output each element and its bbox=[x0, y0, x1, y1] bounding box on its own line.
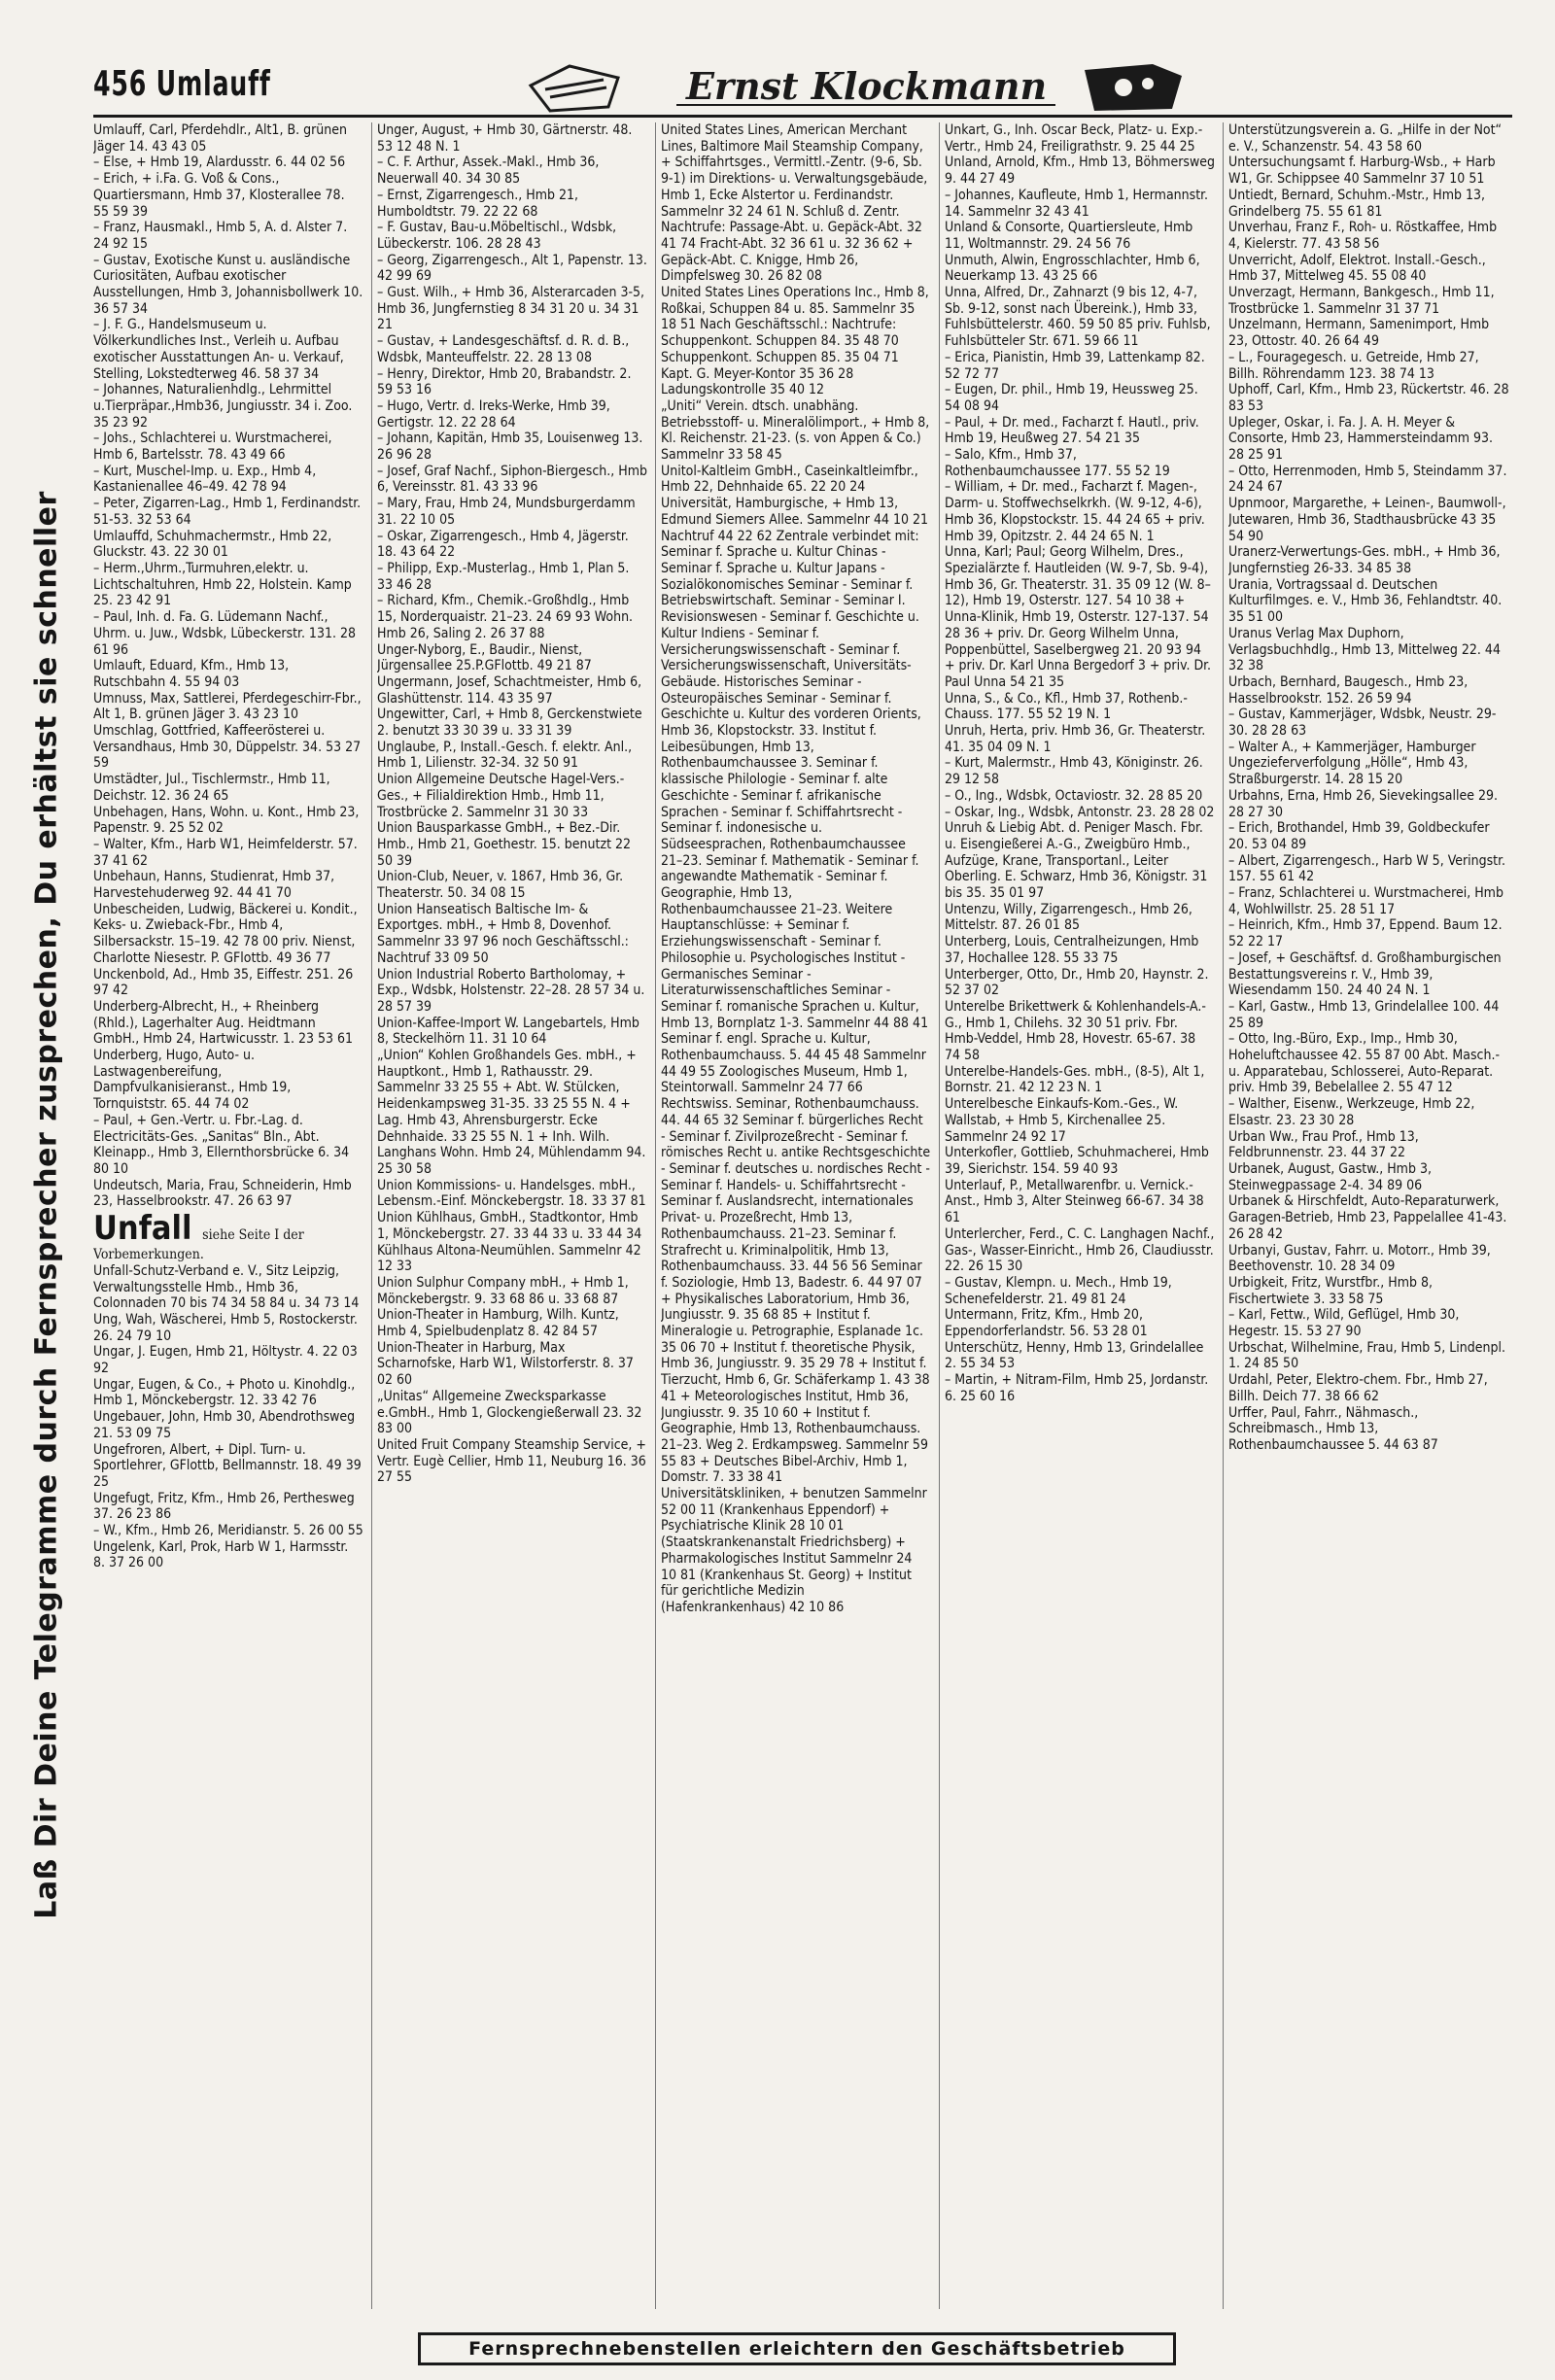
directory-entry: Upnmoor, Margarethe, + Leinen-, Baumwoll-, Jutewaren, Hmb 36, Stadthausbrücke 43 35 54 90 bbox=[1228, 496, 1506, 544]
directory-entry: Untiedt, Bernard, Schuhm.-Mstr., Hmb 13, Grindelberg 75. 55 61 81 bbox=[1228, 187, 1485, 220]
directory-entry: – Franz, Schlachterei u. Wurstmacherei, Hmb 4, Wohlwillstr. 25. 28 51 17 bbox=[1228, 885, 1503, 917]
klockmann-logo bbox=[511, 56, 1192, 117]
directory-entry: – Philipp, Exp.-Musterlag., Hmb 1, Plan 5. 33 46 28 bbox=[377, 560, 630, 593]
directory-entry: – F. Gustav, Bau-u.Möbeltischl., Wdsbk, Lübeckerstr. 106. 28 28 43 bbox=[377, 220, 617, 252]
directory-entry: – Oskar, Ing., Wdsbk, Antonstr. 23. 28 28 02 bbox=[945, 804, 1215, 820]
directory-entry: Urbanyi, Gustav, Fahrr. u. Motorr., Hmb 39, Beethovenstr. 10. 28 34 09 bbox=[1228, 1242, 1491, 1275]
column-1 bbox=[93, 122, 363, 2309]
directory-entry: – Herm.,Uhrm.,Turmuhren,elektr. u. Lichtschaltuhren, Hmb 22, Holstein. Kamp 25. 23 42 91 bbox=[93, 560, 352, 609]
column-5 bbox=[1228, 122, 1512, 2309]
column-divider bbox=[1223, 122, 1224, 2309]
directory-entry: – Mary, Frau, Hmb 24, Mundsburgerdamm 31. 22 10 05 bbox=[377, 496, 636, 528]
directory-entry: Urbanek & Hirschfeldt, Auto-Reparaturwerk, Garagen-Betrieb, Hmb 23, Pappelallee 41-43. 26 28 42 bbox=[1228, 1193, 1507, 1242]
directory-entry: – Richard, Kfm., Chemik.-Großhdlg., Hmb 15, Norderquaistr. 21–23. 24 69 93 Wohn. Hmb 26, Saling 2. 26 37 88 bbox=[377, 593, 634, 641]
directory-entry: – Oskar, Zigarrengesch., Hmb 4, Jägerstr. 18. 43 64 22 bbox=[377, 528, 629, 561]
column-divider bbox=[371, 122, 372, 2309]
directory-entry: Upleger, Oskar, i. Fa. J. A. H. Meyer & Consorte, Hmb 23, Hammersteindamm 93. 28 25 91 bbox=[1228, 414, 1494, 464]
logo-text: Ernst Klockmann bbox=[686, 64, 1048, 108]
directory-entry: Unterkofler, Gottlieb, Schuhmacherei, Hmb 39, Sierichstr. 154. 59 40 93 bbox=[945, 1145, 1209, 1177]
directory-entry: „Uniti“ Verein. dtsch. unabhäng. Betriebsstoff- u. Mineralölimport., + Hmb 8, Kl. Reichenstr. 21-23. (s. von Appen & Co.) Sammelnr 33 58 45 bbox=[661, 397, 930, 464]
directory-entry: Union Kühlhaus, GmbH., Stadtkontor, Hmb 1, Mönckebergstr. 27. 33 44 33 u. 33 44 34 Kühlhaus Altona-Neumühlen. Sammelnr 42 12 33 bbox=[377, 1210, 642, 1275]
directory-entry: – Franz, Hausmakl., Hmb 5, A. d. Alster 7. 24 92 15 bbox=[93, 220, 348, 252]
directory-entry: – Henry, Direktor, Hmb 20, Brabandstr. 2. 59 53 16 bbox=[377, 365, 632, 398]
directory-columns bbox=[93, 122, 1512, 2309]
directory-entry: Union Industrial Roberto Bartholomay, + Exp., Wdsbk, Holstenstr. 22–28. 28 57 34 u. 28 57 39 bbox=[377, 966, 645, 1015]
column-divider bbox=[655, 122, 656, 2309]
directory-entry: Union Sulphur Company mbH., + Hmb 1, Mönckebergstr. 9. 33 68 86 u. 33 68 87 bbox=[377, 1274, 629, 1307]
directory-entry: Unmuth, Alwin, Engrosschlachter, Hmb 6, Neuerkamp 13. 43 25 66 bbox=[945, 252, 1200, 285]
directory-entry: – Walther, Eisenw., Werkzeuge, Hmb 22, Elsastr. 23. 23 30 28 bbox=[1228, 1096, 1475, 1128]
directory-entry: United Fruit Company Steamship Service, + Vertr. Eugè Cellier, Hmb 11, Neuburg 16. 36 27 55 bbox=[377, 1436, 646, 1486]
directory-entry: Unterschütz, Henny, Hmb 13, Grindelallee 2. 55 34 53 bbox=[945, 1339, 1204, 1372]
directory-entry: Umschlag, Gottfried, Kaffeerösterei u. Versandhaus, Hmb 30, Düppelstr. 34. 53 27 59 bbox=[93, 723, 362, 772]
directory-entry: – Gustav, Exotische Kunst u. ausländische Curiositäten, Aufbau exotischer Ausstellungen, Hmb 3, Johannisbollwerk 10. 36 57 34 bbox=[93, 252, 363, 317]
directory-entry: Ungebauer, John, Hmb 30, Abendrothsweg 21. 53 09 75 bbox=[93, 1409, 356, 1441]
directory-entry: Unfall-Schutz-Verband e. V., Sitz Leipzig, Verwaltungsstelle Hmb., Hmb 36, Colonnaden 70 bis 74 34 58 84 u. 34 73 14 bbox=[93, 1262, 360, 1312]
directory-entry: Unland, Arnold, Kfm., Hmb 13, Böhmersweg 9. 44 27 49 bbox=[945, 155, 1215, 188]
directory-entry: Undeutsch, Maria, Frau, Schneiderin, Hmb 23, Hasselbrookstr. 47. 26 63 97 bbox=[93, 1177, 352, 1210]
directory-entry: Urban Ww., Frau Prof., Hmb 13, Feldbrunnenstr. 23. 44 37 22 bbox=[1228, 1128, 1419, 1161]
directory-entry: Umstädter, Jul., Tischlermstr., Hmb 11, Deichstr. 12. 36 24 65 bbox=[93, 772, 330, 804]
directory-entry: Ungar, J. Eugen, Hmb 21, Höltystr. 4. 22 03 92 bbox=[93, 1344, 358, 1377]
directory-entry: – Johannes, Kaufleute, Hmb 1, Hermannstr. 14. Sammelnr 32 43 41 bbox=[945, 187, 1209, 220]
directory-entry: Unterlercher, Ferd., C. C. Langhagen Nachf., Gas-, Wasser-Einricht., Hmb 26, Claudiusstr. 22. 26 15 30 bbox=[945, 1225, 1215, 1275]
directory-entry: – Else, + Hmb 19, Alardusstr. 6. 44 02 56 bbox=[93, 155, 346, 171]
directory-entry: Unterlauf, P., Metallwarenfbr. u. Vernick.-Anst., Hmb 3, Alter Steinweg 66-67. 34 38 61 bbox=[945, 1177, 1204, 1226]
side-slogan bbox=[17, 418, 76, 1992]
directory-entry: Untersuchungsamt f. Harburg-Wsb., + Harb W1, Gr. Schippsee 40 Sammelnr 37 10 51 bbox=[1228, 155, 1496, 188]
directory-entry: Unland & Consorte, Quartiersleute, Hmb 11, Woltmannstr. 29. 24 56 76 bbox=[945, 220, 1193, 252]
directory-entry: Unglaube, P., Install.-Gesch. f. elektr. Anl., Hmb 1, Lilienstr. 32-34. 32 50 91 bbox=[377, 739, 633, 772]
directory-entry: – Johannes, Naturalienhdlg., Lehrmittel u.Tierpräpar.,Hmb36, Jungiusstr. 34 i. Zoo. 35 23 92 bbox=[93, 382, 353, 431]
entry-text: siehe Seite I der Vorbemerkungen. bbox=[93, 1227, 304, 1263]
directory-entry: – Josef, + Geschäftsf. d. Großhamburgischen Bestattungsvereins r. V., Hmb 39, Wiesendamm 150. 24 40 24 N. 1 bbox=[1228, 949, 1502, 999]
directory-entry: Untenzu, Willy, Zigarrengesch., Hmb 26, Mittelstr. 87. 26 01 85 bbox=[945, 901, 1192, 934]
directory-entry: – J. F. G., Handelsmuseum u. Völkerkundliches Inst., Verleih u. Aufbau exotischer Ausstattungen An- u. Verkauf, Stelling, Lokstedterweg 46. 58 37 34 bbox=[93, 317, 344, 382]
directory-entry: – Paul, + Gen.-Vertr. u. Fbr.-Lag. d. Electricitäts-Ges. „Sanitas“ Bln., Abt. Kleinapp., Hmb 3, Ellernthorsbrücke 6. 34 80 10 bbox=[93, 1112, 350, 1177]
directory-entry: – Georg, Zigarrengesch., Alt 1, Papenstr. 13. 42 99 69 bbox=[377, 252, 647, 285]
directory-entry: Urbschat, Wilhelmine, Frau, Hmb 5, Lindenpl. 1. 24 85 50 bbox=[1228, 1339, 1505, 1372]
header-rule bbox=[93, 115, 1512, 118]
directory-entry: Unna, S., & Co., Kfl., Hmb 37, Rothenb.-Chauss. 177. 55 52 19 N. 1 bbox=[945, 690, 1188, 723]
directory-entry: – Johs., Schlachterei u. Wurstmacherei, Hmb 6, Bartelsstr. 78. 43 49 66 bbox=[93, 431, 332, 464]
column-2 bbox=[377, 122, 647, 2309]
directory-entry: Umlauft, Eduard, Kfm., Hmb 13, Rutschbahn 4. 55 94 03 bbox=[93, 658, 290, 690]
directory-entry: Ungermann, Josef, Schachtmeister, Hmb 6, Glashüttenstr. 114. 43 35 97 bbox=[377, 673, 642, 707]
directory-entry: Union-Theater in Hamburg, Wilh. Kuntz, Hmb 4, Spielbudenplatz 8. 42 84 57 bbox=[377, 1307, 619, 1340]
directory-entry: Unbescheiden, Ludwig, Bäckerei u. Kondit., Keks- u. Zwieback-Fbr., Hmb 4, Silbersackstr. 15–19. 42 78 00 priv. Nienst, Charlotte Niesestr. P. GFlottb. 49 36 77 bbox=[93, 901, 358, 966]
column-divider bbox=[939, 122, 940, 2309]
directory-entry: – Erich, + i.Fa. G. Voß & Cons., Quartiersmann, Hmb 37, Klosterallee 78. 55 59 39 bbox=[93, 171, 345, 220]
directory-entry: Unterelbesche Einkaufs-Kom.-Ges., W. Wallstab, + Hmb 5, Kirchenallee 25. Sammelnr 24 92 17 bbox=[945, 1096, 1179, 1145]
directory-entry: – Gustav, Klempn. u. Mech., Hmb 19, Schenefelderstr. 21. 49 81 24 bbox=[945, 1274, 1172, 1307]
directory-entry: Unruh & Liebig Abt. d. Peniger Masch. Fbr. u. Eisengießerei A.-G., Zweigbüro Hmb., Aufzüge, Krane, Transportanl., Leiter Oberling. E. Schwarz, Hmb 36, Königstr. 31 bis 35. 35 01 97 bbox=[945, 820, 1208, 902]
directory-entry: – Kurt, Malermstr., Hmb 43, Königinstr. 26. 29 12 58 bbox=[945, 755, 1203, 788]
directory-entry: Union-Club, Neuer, v. 1867, Hmb 36, Gr. Theaterstr. 50. 34 08 15 bbox=[377, 869, 624, 902]
directory-entry: Union Bausparkasse GmbH., + Bez.-Dir. Hmb., Hmb 21, Goethestr. 15. benutzt 22 50 39 bbox=[377, 820, 632, 869]
section-heading: Unfall bbox=[93, 1209, 203, 1249]
directory-entry: Unterelbe-Handels-Ges. mbH., (8-5), Alt 1, Bornstr. 21. 42 12 23 N. 1 bbox=[945, 1063, 1205, 1096]
directory-entry bbox=[93, 1210, 363, 1263]
directory-entry: „Unitas“ Allgemeine Zwecksparkasse e.GmbH., Hmb 1, Glockengießerwall 23. 32 83 00 bbox=[377, 1388, 642, 1437]
directory-entry: Union Hanseatisch Baltische Im- & Exportges. mbH., + Hmb 8, Dovenhof. Sammelnr 33 97 96 noch Geschäftsschl.: Nachtruf 33 09 50 bbox=[377, 901, 629, 966]
directory-entry: Ungelenk, Karl, Prok, Harb W 1, Harmsstr. 8. 37 26 00 bbox=[93, 1538, 349, 1571]
directory-entry: – W., Kfm., Hmb 26, Meridianstr. 5. 26 00 55 bbox=[93, 1523, 363, 1539]
directory-entry: – Gustav, + Landesgeschäftsf. d. R. d. B., Wdsbk, Manteuffelstr. 22. 28 13 08 bbox=[377, 333, 630, 365]
directory-entry: Unna, Karl; Paul; Georg Wilhelm, Dres., Spezialärzte f. Hautleiden (W. 9-7, Sb. 9-4), Hmb 36, Gr. Theaterstr. 31. 35 09 12 (W. 8–12), Hmb 19, Osterstr. 127. 54 10 38 + Unna-Klinik, Hmb 19, Osterstr. 127-137. 54 28 36 + priv. Dr. Georg Wilhelm Unna, Poppenbüttel, Saselbergweg 21. 20 93 94 + priv. Dr. Karl Unna Bergedorf 3 + priv. Dr. Paul Unna 54 21 35 bbox=[945, 544, 1212, 690]
directory-entry: Unverhau, Franz F., Roh- u. Röstkaffee, Hmb 4, Kielerstr. 77. 43 58 56 bbox=[1228, 220, 1498, 252]
directory-entry: Ungewitter, Carl, + Hmb 8, Gerckenstwiete 2. benutzt 33 30 39 u. 33 31 39 bbox=[377, 707, 642, 740]
directory-entry: Unruh, Herta, priv. Hmb 36, Gr. Theaterstr. 41. 35 04 09 N. 1 bbox=[945, 723, 1206, 755]
footer-text: Fernsprechnebenstellen erleichtern den Geschäftsbetrieb bbox=[468, 2338, 1125, 2360]
column-4 bbox=[945, 122, 1215, 2309]
directory-entry: Union-Theater in Harburg, Max Scharnofske, Harb W1, Wilstorferstr. 8. 37 02 60 bbox=[377, 1339, 634, 1389]
directory-entry: Ungar, Eugen, & Co., + Photo u. Kinohdlg., Hmb 1, Mönckebergstr. 12. 33 42 76 bbox=[93, 1376, 356, 1409]
directory-entry: – L., Fouragegesch. u. Getreide, Hmb 27, Billh. Röhrendamm 123. 38 74 13 bbox=[1228, 349, 1479, 382]
directory-entry: – Hugo, Vertr. d. Ireks-Werke, Hmb 39, Gertigstr. 12. 22 28 64 bbox=[377, 397, 610, 431]
directory-entry: Urbach, Bernhard, Baugesch., Hmb 23, Hasselbrookstr. 152. 26 59 94 bbox=[1228, 673, 1469, 707]
directory-entry: Unverzagt, Hermann, Bankgesch., Hmb 11, Trostbrücke 1. Sammelnr 31 37 71 bbox=[1228, 285, 1495, 317]
directory-entry: – Otto, Herrenmoden, Hmb 5, Steindamm 37. 24 24 67 bbox=[1228, 463, 1507, 496]
directory-entry: Unkart, G., Inh. Oscar Beck, Platz- u. Exp.-Vertr., Hmb 24, Freiligrathstr. 9. 25 44 25 bbox=[945, 122, 1203, 155]
directory-entry: – Erich, Brothandel, Hmb 39, Goldbeckufer 20. 53 04 89 bbox=[1228, 820, 1490, 852]
directory-entry: Unbehaun, Hanns, Studienrat, Hmb 37, Harvestehuderweg 92. 44 41 70 bbox=[93, 869, 335, 902]
directory-entry: Unterelbe Brikettwerk & Kohlenhandels-A.-G., Hmb 1, Chilehs. 32 30 51 priv. Fbr. Hmb-Veddel, Hmb 28, Hovestr. 65-67. 38 74 58 bbox=[945, 998, 1206, 1064]
directory-entry: Underberg, Hugo, Auto- u. Lastwagenbereifung, Dampfvulkanisieranst., Hmb 19, Tornquiststr. 65. 44 74 02 bbox=[93, 1048, 292, 1113]
directory-entry: – Walter A., + Kammerjäger, Hamburger Ungezieferverfolgung „Hölle“, Hmb 43, Straßburgerstr. 14. 28 15 20 bbox=[1228, 739, 1476, 788]
directory-entry: – Kurt, Muschel-Imp. u. Exp., Hmb 4, Kastanienallee 46–49. 42 78 94 bbox=[93, 463, 317, 496]
directory-entry: Uranus Verlag Max Duphorn, Verlagsbuchhdlg., Hmb 13, Mittelweg 22. 44 32 38 bbox=[1228, 625, 1501, 674]
directory-entry: Union Allgemeine Deutsche Hagel-Vers.-Ges., + Filialdirektion Hmb., Hmb 11, Trostbrücke 2. Sammelnr 31 30 33 bbox=[377, 772, 625, 820]
directory-entry: Unckenbold, Ad., Hmb 35, Eiffestr. 251. 26 97 42 bbox=[93, 966, 354, 999]
directory-entry: – Karl, Gastw., Hmb 13, Grindelallee 100. 44 25 89 bbox=[1228, 998, 1500, 1031]
directory-entry: – Peter, Zigarren-Lag., Hmb 1, Ferdinandstr. 51-53. 32 53 64 bbox=[93, 496, 362, 528]
directory-entry: – Erica, Pianistin, Hmb 39, Lattenkamp 82. 52 72 77 bbox=[945, 349, 1205, 382]
directory-entry: – Paul, Inh. d. Fa. G. Lüdemann Nachf., Uhrm. u. Juw., Wdsbk, Lübeckerstr. 131. 28 61 96 bbox=[93, 609, 356, 658]
directory-entry: Untermann, Fritz, Kfm., Hmb 20, Eppendorferlandstr. 56. 53 28 01 bbox=[945, 1307, 1148, 1340]
directory-entry: – Gust. Wilh., + Hmb 36, Alsterarcaden 3-5, Hmb 36, Jungfernstieg 8 34 31 20 u. 34 31 21 bbox=[377, 285, 645, 333]
directory-entry: – William, + Dr. med., Facharzt f. Magen-, Darm- u. Stoffwechselkrkh. (W. 9-12, 4-6), Hmb 36, Klopstockstr. 15. 44 24 65 + priv. Hmb 39, Opitzstr. 2. 44 24 65 N. 1 bbox=[945, 479, 1205, 544]
directory-entry: „Union“ Kohlen Großhandels Ges. mbH., + Hauptkont., Hmb 1, Rathausstr. 29. Sammelnr 33 25 55 + Abt. W. Stülcken, Heidenkampsweg 31-35. 33 25 55 N. 4 + Lag. Hmb 43, Ahrensburgerstr. Ecke Dehnhaide. 33 25 55 N. 1 + Inh. Wilh. Langhans Wohn. Hmb 24, Mühlendamm 94. 25 30 58 bbox=[377, 1048, 646, 1177]
directory-entry: Urania, Vortragssaal d. Deutschen Kulturfilmges. e. V., Hmb 36, Fehlandtstr. 40. 35 51 00 bbox=[1228, 576, 1503, 626]
directory-entry: United States Lines Operations Inc., Hmb 8, Roßkai, Schuppen 84 u. 85. Sammelnr 35 18 51 Nach Geschäftsschl.: Nachtrufe: Schuppenkont. Schuppen 84. 35 48 70 Schuppenkont. Schuppen 85. 35 04 71 Kapt. G. Meyer-Kontor 35 36 28 Ladungskontrolle 35 40 12 bbox=[661, 285, 929, 398]
directory-entry: Unterstützungsverein a. G. „Hilfe in der Not“ e. V., Schanzenstr. 54. 43 58 60 bbox=[1228, 122, 1503, 155]
directory-entry: Ungefroren, Albert, + Dipl. Turn- u. Sportlehrer, GFlottb, Bellmannstr. 18. 49 39 25 bbox=[93, 1441, 362, 1490]
directory-entry: – Paul, + Dr. med., Facharzt f. Hautl., priv. Hmb 19, Heußweg 27. 54 21 35 bbox=[945, 414, 1199, 447]
directory-entry: – Albert, Zigarrengesch., Harb W 5, Veringstr. 157. 55 61 42 bbox=[1228, 852, 1506, 885]
directory-entry: Unterberg, Louis, Centralheizungen, Hmb 37, Hochallee 128. 55 33 75 bbox=[945, 934, 1199, 966]
directory-entry: – Otto, Ing.-Büro, Exp., Imp., Hmb 30, Hoheluftchaussee 42. 55 87 00 Abt. Masch.- u. Apparatebau, Schlosserei, Auto-Reparat. priv. Hmb 39, Bebelallee 2. 55 47 12 bbox=[1228, 1031, 1500, 1096]
directory-entry: Unzelmann, Hermann, Samenimport, Hmb 23, Ottostr. 40. 26 64 49 bbox=[1228, 317, 1490, 350]
directory-entry: – Heinrich, Kfm., Hmb 37, Eppend. Baum 12. 52 22 17 bbox=[1228, 917, 1503, 950]
directory-entry: Umlauff, Carl, Pferdehdlr., Alt1, B. grünen Jäger 14. 43 43 05 bbox=[93, 122, 347, 155]
directory-entry: Union-Kaffee-Import W. Langebartels, Hmb 8, Steckelhörn 11. 31 10 64 bbox=[377, 1015, 639, 1048]
column-3 bbox=[661, 122, 931, 2309]
directory-entry: – C. F. Arthur, Assek.-Makl., Hmb 36, Neuerwall 40. 34 30 85 bbox=[377, 155, 600, 188]
footer-banner bbox=[418, 2332, 1176, 2365]
directory-entry: Urffer, Paul, Fahrr., Nähmasch., Schreibmasch., Hmb 13, Rothenbaumchaussee 5. 44 63 87 bbox=[1228, 1404, 1438, 1453]
directory-entry: United States Lines, American Merchant Lines, Baltimore Mail Steamship Company, + Schiffahrtsges., Vermittl.-Zentr. (9-6, Sb. 9-1) im Direktions- u. Verwaltungsgebäude, Hmb 1, Ecke Alstertor u. Ferdinandstr. Sammelnr 32 24 61 N. Schluß d. Zentr. Nachtrufe: Passage-Abt. u. Gepäck-Abt. 32 41 74 Fracht-Abt. 32 36 61 u. 32 36 62 + Gepäck-Abt. C. Knigge, Hmb 26, Dimpfelsweg 30. 26 82 08 bbox=[661, 122, 928, 285]
directory-entry: Ung, Wah, Wäscherei, Hmb 5, Rostockerstr. 26. 24 79 10 bbox=[93, 1311, 358, 1344]
directory-entry: Unitol-Kaltleim GmbH., Caseinkaltleimfbr., Hmb 22, Dehnhaide 65. 22 20 24 bbox=[661, 463, 918, 496]
directory-entry: Unverricht, Adolf, Elektrot. Install.-Gesch., Hmb 37, Mittelweg 45. 55 08 40 bbox=[1228, 252, 1486, 285]
directory-entry: – Johann, Kapitän, Hmb 35, Louisenweg 13. 26 96 28 bbox=[377, 431, 643, 464]
page-header bbox=[93, 56, 1512, 117]
directory-entry: Umnuss, Max, Sattlerei, Pferdegeschirr-Fbr., Alt 1, B. grünen Jäger 3. 43 23 10 bbox=[93, 690, 362, 723]
directory-entry: – Walter, Kfm., Harb W1, Heimfelderstr. 57. 37 41 62 bbox=[93, 836, 358, 869]
directory-entry: Urbahns, Erna, Hmb 26, Sievekingsallee 29. 28 27 30 bbox=[1228, 787, 1499, 820]
directory-entry: – Josef, Graf Nachf., Siphon-Biergesch., Hmb 6, Vereinsstr. 81. 43 33 96 bbox=[377, 463, 647, 496]
directory-entry: Unbehagen, Hans, Wohn. u. Kont., Hmb 23, Papenstr. 9. 25 52 02 bbox=[93, 804, 360, 837]
directory-entry: – Eugen, Dr. phil., Hmb 19, Heussweg 25. 54 08 94 bbox=[945, 382, 1198, 414]
directory-entry: Urdahl, Peter, Elektro-chem. Fbr., Hmb 27, Billh. Deich 77. 38 66 62 bbox=[1228, 1372, 1488, 1404]
directory-entry: Unger, August, + Hmb 30, Gärtnerstr. 48. 53 12 48 N. 1 bbox=[377, 122, 633, 155]
directory-entry: Unterberger, Otto, Dr., Hmb 20, Haynstr. 2. 52 37 02 bbox=[945, 966, 1209, 999]
page-number: 456 Umlauff bbox=[93, 64, 271, 104]
directory-entry: – Salo, Kfm., Hmb 37, Rothenbaumchaussee 177. 55 52 19 bbox=[945, 447, 1170, 479]
directory-entry: Urbigkeit, Fritz, Wurstfbr., Hmb 8, Fischertwiete 3. 33 58 75 bbox=[1228, 1274, 1433, 1307]
directory-entry: Unna, Alfred, Dr., Zahnarzt (9 bis 12, 4-7, Sb. 9-12, sonst nach Übereink.), Hmb 33, Fuhlsbüttelerstr. 460. 59 50 85 priv. Fuhlsb, Fuhlsbütteler Str. 671. 59 66 11 bbox=[945, 285, 1211, 350]
directory-entry: Union Kommissions- u. Handelsges. mbH., Lebensm.-Einf. Mönckebergstr. 18. 33 37 81 bbox=[377, 1177, 646, 1210]
directory-entry: – O., Ing., Wdsbk, Octaviostr. 32. 28 85 20 bbox=[945, 787, 1203, 804]
directory-entry: Underberg-Albrecht, H., + Rheinberg (Rhld.), Lagerhalter Aug. Heidtmann GmbH., Hmb 24, Hartwicusstr. 1. 23 53 61 bbox=[93, 998, 354, 1048]
directory-entry: Universitätskliniken, + benutzen Sammelnr 52 00 11 (Krankenhaus Eppendorf) + Psychiatrische Klinik 28 10 01 (Staatskrankenanstalt Friedrichsberg) + Pharmakologisches Institut Sammelnr 24 10 81 (Krankenhaus St. Georg) + Institut für gerichtliche Medizin (Hafenkrankenhaus) 42 10 86 bbox=[661, 1486, 927, 1615]
directory-entry: Ungefugt, Fritz, Kfm., Hmb 26, Perthesweg 37. 26 23 86 bbox=[93, 1490, 355, 1523]
directory-entry: Unger-Nyborg, E., Baudir., Nienst, Jürgensallee 25.P.GFlottb. 49 21 87 bbox=[377, 641, 592, 674]
directory-entry: Umlauffd, Schuhmachermstr., Hmb 22, Gluckstr. 43. 22 30 01 bbox=[93, 528, 332, 561]
directory-entry: Universität, Hamburgische, + Hmb 13, Edmund Siemers Allee. Sammelnr 44 10 21 Nachtruf 44 22 62 Zentrale verbindet mit: Seminar f. Sprache u. Kultur Chinas - Seminar f. Sprache u. Kultur Japans - Sozialökonomisches Seminar - Seminar f. Betriebswirtschaft. Seminar - Seminar I. Revisionswesen - Seminar f. Geschichte u. Kultur Indiens - Seminar f. Versicherungswissenschaft - Seminar f. Versicherungswissenschaft, Universitäts-Gebäude. Historisches Seminar - Osteuropäisches Seminar - Seminar f. Geschichte u. Kultur des vorderen Orients, Hmb 36, Klopstockstr. 33. Institut f. Leibesübungen, Hmb 13, Rothenbaumchaussee 3. Seminar f. klassische Philologie - Seminar f. alte Geschichte - Seminar f. afrikanische Sprachen - Seminar f. Schiffahrtsrecht - Seminar f. indonesische u. Südseesprachen, Rothenbaumchaussee 21–23. Seminar f. Mathematik - Seminar f. angewandte Mathematik - Seminar f. Geographie, Hmb 13, Rothenbaumchaussee 21–23. Weitere Hauptanschlüsse: + Seminar f. Erziehungswissenschaft - Seminar f. Philosophie u. Psychologisches Institut - Germanisches Seminar - Literaturwissenschaftliches Seminar - Seminar f. romanische Sprachen u. Kultur, Hmb 13, Bornplatz 1-3. Sammelnr 44 88 41 Seminar f. engl. Sprache u. Kultur, Rothenbaumchauss. 5. 44 45 48 Sammelnr 44 49 55 Zoologisches Museum, Hmb 1, Steintorwall. Sammelnr 24 77 66 Rechtswiss. Seminar, Rothenbaumchauss. 44. 44 65 32 Seminar f. bürgerliches Recht - Seminar f. Zivilprozeßrecht - Seminar f. römisches Recht u. antike Rechtsgeschichte - Seminar f. deutsches u. nordisches Recht - Seminar f. Handels- u. Schiffahrtsrecht - Seminar f. Auslandsrecht, internationales Privat- u. Prozeßrecht, Hmb 13, Rothenbaumchauss. 21–23. Seminar f. Strafrecht u. Kriminalpolitik, Hmb 13, Rothenbaumchauss. 33. 44 56 56 Seminar f. Soziologie, Hmb 13, Badestr. 6. 44 97 07 + Physikalisches Laboratorium, Hmb 36, Jungiusstr. 9. 35 68 85 + Institut f. Mineralogie u. Petrographie, Esplanade 1c. 35 06 70 + Institut f. theoretische Physik, Hmb 36, Jungiusstr. 9. 35 29 78 + Institut f. Tierzucht, Hmb 6, Gr. Schäferkamp 1. 43 38 41 + Meteorologisches Institut, Hmb 36, Jungiusstr. 9. 35 10 60 + Institut f. Geographie, Hmb 13, Rothenbaumchauss. 21–23. Weg 2. Erdkampsweg. Sammelnr 59 55 83 + Deutsches Bibel-Archiv, Hmb 1, Domstr. 7. 33 38 41 bbox=[661, 496, 931, 1486]
directory-entry: – Martin, + Nitram-Film, Hmb 25, Jordanstr. 6. 25 60 16 bbox=[945, 1372, 1209, 1404]
directory-entry: Uranerz-Verwertungs-Ges. mbH., + Hmb 36, Jungfernstieg 26-33. 34 85 38 bbox=[1228, 544, 1501, 576]
directory-entry: – Ernst, Zigarrengesch., Hmb 21, Humboldtstr. 79. 22 22 68 bbox=[377, 187, 579, 220]
directory-entry: Urbanek, August, Gastw., Hmb 3, Steinwegpassage 2-4. 34 89 06 bbox=[1228, 1161, 1432, 1193]
side-slogan-text: Laß Dir Deine Telegramme durch Fernsprecher zusprechen, Du erhältst sie schneller bbox=[29, 491, 64, 1919]
directory-entry: – Gustav, Kammerjäger, Wdsbk, Neustr. 29-30. 28 28 63 bbox=[1228, 707, 1497, 740]
directory-entry: – Karl, Fettw., Wild, Geflügel, Hmb 30, Hegestr. 15. 53 27 90 bbox=[1228, 1307, 1460, 1340]
directory-entry: Uphoff, Carl, Kfm., Hmb 23, Rückertstr. 46. 28 83 53 bbox=[1228, 382, 1509, 414]
